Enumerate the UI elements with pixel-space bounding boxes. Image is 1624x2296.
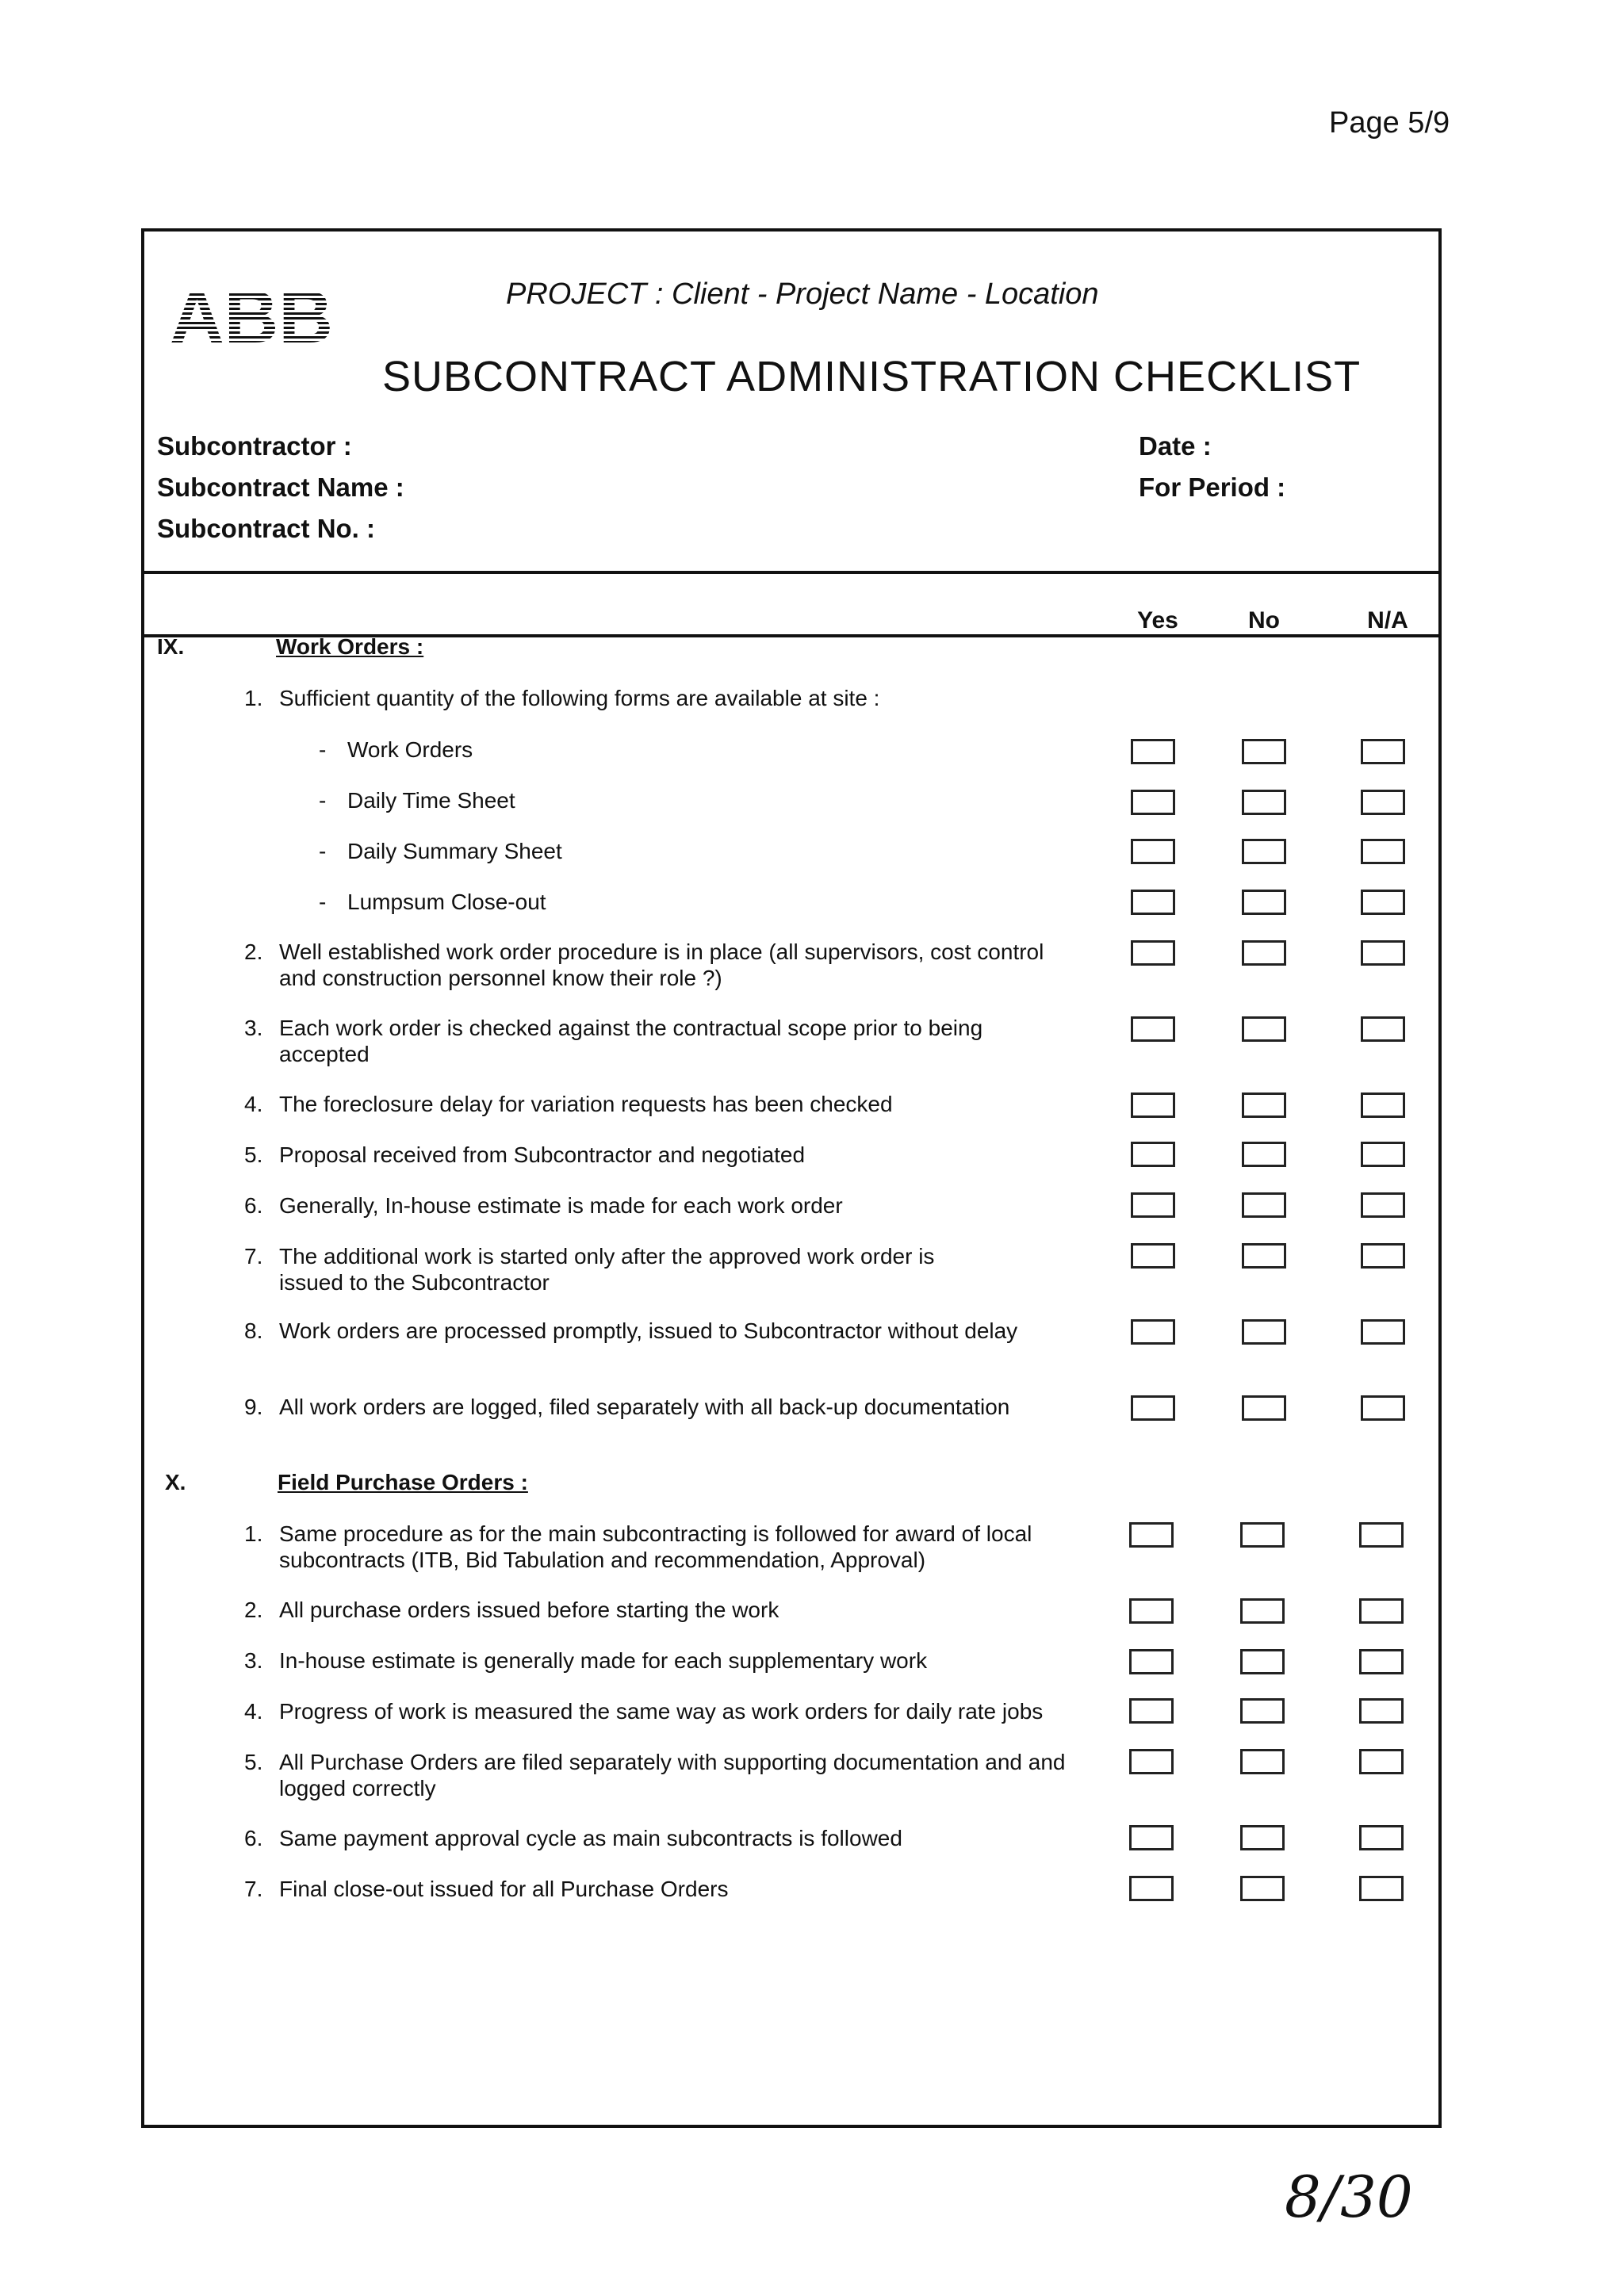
item-number: 8. [244, 1318, 263, 1343]
yes-checkbox[interactable] [1129, 1698, 1174, 1724]
abb-logo-text: ABB [170, 279, 333, 350]
sub-item-bullet: - [319, 737, 327, 762]
item-number: 7. [244, 1244, 263, 1269]
na-checkbox[interactable] [1361, 1142, 1405, 1167]
header-divider [141, 571, 1442, 574]
no-checkbox[interactable] [1240, 1825, 1285, 1850]
section-number: IX. [157, 634, 185, 659]
yes-checkbox[interactable] [1129, 1649, 1174, 1674]
item-number: 4. [244, 1092, 263, 1116]
subcontractor-label: Subcontractor : [157, 431, 352, 461]
item-number: 2. [244, 1598, 263, 1622]
na-checkbox[interactable] [1359, 1749, 1404, 1774]
sub-item-lumpsum-close-out: Lumpsum Close-out [347, 890, 546, 914]
no-checkbox[interactable] [1240, 1522, 1285, 1548]
yes-checkbox[interactable] [1131, 1319, 1175, 1345]
section-title: Work Orders : [276, 634, 424, 659]
na-checkbox[interactable] [1361, 1319, 1405, 1345]
item-text: The foreclosure delay for variation requests has been checked [279, 1092, 893, 1116]
yes-checkbox[interactable] [1131, 940, 1175, 966]
no-checkbox[interactable] [1242, 1016, 1286, 1042]
page-number: Page 5/9 [1329, 106, 1450, 140]
no-checkbox[interactable] [1240, 1698, 1285, 1724]
annotation-text: 8/30 [1285, 2164, 1413, 2230]
section-title: Field Purchase Orders : [278, 1470, 528, 1494]
section-number: X. [165, 1470, 186, 1494]
for-period-label: For Period : [1139, 473, 1286, 502]
item-text: Sufficient quantity of the following forms are available at site : [279, 686, 880, 710]
yes-checkbox[interactable] [1131, 1395, 1175, 1421]
item-number: 1. [244, 686, 263, 710]
na-checkbox[interactable] [1361, 940, 1405, 966]
no-checkbox[interactable] [1240, 1649, 1285, 1674]
na-checkbox[interactable] [1361, 1243, 1405, 1269]
na-checkbox[interactable] [1361, 1016, 1405, 1042]
item-number: 7. [244, 1877, 263, 1901]
no-checkbox[interactable] [1242, 1319, 1286, 1345]
item-number: 2. [244, 939, 263, 964]
na-checkbox[interactable] [1361, 839, 1405, 864]
no-checkbox[interactable] [1242, 790, 1286, 815]
yes-checkbox[interactable] [1131, 1142, 1175, 1167]
yes-checkbox[interactable] [1129, 1876, 1174, 1901]
no-checkbox[interactable] [1242, 1093, 1286, 1118]
item-text: Each work order is checked against the contractual scope prior to being accepted [279, 1016, 983, 1066]
yes-checkbox[interactable] [1131, 1016, 1175, 1042]
item-text: Final close-out issued for all Purchase Orders [279, 1877, 729, 1901]
yes-checkbox[interactable] [1131, 1093, 1175, 1118]
item-text: Same payment approval cycle as main subcontracts is followed [279, 1826, 902, 1850]
no-checkbox[interactable] [1240, 1876, 1285, 1901]
item-text: Progress of work is measured the same way as work orders for daily rate jobs [279, 1699, 1044, 1724]
na-checkbox[interactable] [1361, 739, 1405, 764]
item-number: 1. [244, 1521, 263, 1546]
no-checkbox[interactable] [1242, 739, 1286, 764]
column-header-na: N/A [1367, 607, 1408, 633]
yes-checkbox[interactable] [1129, 1522, 1174, 1548]
project-line: PROJECT : Client - Project Name - Location [506, 277, 1099, 311]
no-checkbox[interactable] [1242, 1243, 1286, 1269]
item-text: The additional work is started only after the approved work order is issued to the Subcontractor [279, 1244, 935, 1295]
na-checkbox[interactable] [1359, 1825, 1404, 1850]
checklist-title: SUBCONTRACT ADMINISTRATION CHECKLIST [382, 353, 1362, 400]
item-number: 5. [244, 1750, 263, 1774]
yes-checkbox[interactable] [1129, 1749, 1174, 1774]
sub-item-bullet: - [319, 788, 327, 813]
yes-checkbox[interactable] [1131, 890, 1175, 915]
item-text: All purchase orders issued before starting the work [279, 1598, 779, 1622]
sub-item-bullet: - [319, 890, 327, 914]
na-checkbox[interactable] [1359, 1698, 1404, 1724]
item-number: 3. [244, 1016, 263, 1040]
no-checkbox[interactable] [1242, 1142, 1286, 1167]
item-text: Proposal received from Subcontractor and negotiated [279, 1142, 806, 1167]
item-number: 6. [244, 1193, 263, 1218]
column-header-yes: Yes [1137, 607, 1178, 633]
item-text: Generally, In-house estimate is made for each work order [279, 1193, 843, 1218]
item-number: 9. [244, 1395, 263, 1419]
na-checkbox[interactable] [1361, 790, 1405, 815]
na-checkbox[interactable] [1361, 1093, 1405, 1118]
subcontract-no-label: Subcontract No. : [157, 514, 376, 543]
item-number: 4. [244, 1699, 263, 1724]
item-text: Well established work order procedure is in place (all supervisors, cost control and construction personnel know their role ?) [279, 939, 1044, 990]
item-text: In-house estimate is generally made for each supplementary work [279, 1648, 928, 1673]
item-number: 6. [244, 1826, 263, 1850]
yes-checkbox[interactable] [1131, 790, 1175, 815]
abb-logo [170, 279, 333, 350]
na-checkbox[interactable] [1361, 890, 1405, 915]
na-checkbox[interactable] [1361, 1192, 1405, 1218]
yes-checkbox[interactable] [1131, 1243, 1175, 1269]
no-checkbox[interactable] [1240, 1749, 1285, 1774]
na-checkbox[interactable] [1359, 1876, 1404, 1901]
no-checkbox[interactable] [1242, 1192, 1286, 1218]
yes-checkbox[interactable] [1129, 1598, 1174, 1624]
column-header-no: No [1248, 607, 1280, 633]
sub-item-work-orders: Work Orders [347, 737, 473, 762]
yes-checkbox[interactable] [1131, 739, 1175, 764]
sub-item-daily-summary-sheet: Daily Summary Sheet [347, 839, 562, 863]
sub-item-bullet: - [319, 839, 327, 863]
handwritten-page-annotation [1277, 2145, 1435, 2264]
subcontract-name-label: Subcontract Name : [157, 473, 404, 502]
item-number: 5. [244, 1142, 263, 1167]
no-checkbox[interactable] [1240, 1598, 1285, 1624]
item-text: All Purchase Orders are filed separately with supporting documentation and and logged correctly [279, 1750, 1066, 1800]
no-checkbox[interactable] [1242, 890, 1286, 915]
yes-checkbox[interactable] [1131, 1192, 1175, 1218]
sub-item-daily-time-sheet: Daily Time Sheet [347, 788, 515, 813]
na-checkbox[interactable] [1359, 1522, 1404, 1548]
yes-checkbox[interactable] [1129, 1825, 1174, 1850]
item-text: Work orders are processed promptly, issued to Subcontractor without delay [279, 1318, 1018, 1343]
item-text: All work orders are logged, filed separately with all back-up documentation [279, 1395, 1010, 1419]
no-checkbox[interactable] [1242, 940, 1286, 966]
no-checkbox[interactable] [1242, 839, 1286, 864]
item-text: Same procedure as for the main subcontracting is followed for award of local subcontracts (ITB, Bid Tabulation and recommendation, Approval) [279, 1521, 1032, 1572]
item-number: 3. [244, 1648, 263, 1673]
na-checkbox[interactable] [1359, 1598, 1404, 1624]
na-checkbox[interactable] [1361, 1395, 1405, 1421]
date-label: Date : [1139, 431, 1212, 461]
na-checkbox[interactable] [1359, 1649, 1404, 1674]
yes-checkbox[interactable] [1131, 839, 1175, 864]
no-checkbox[interactable] [1242, 1395, 1286, 1421]
